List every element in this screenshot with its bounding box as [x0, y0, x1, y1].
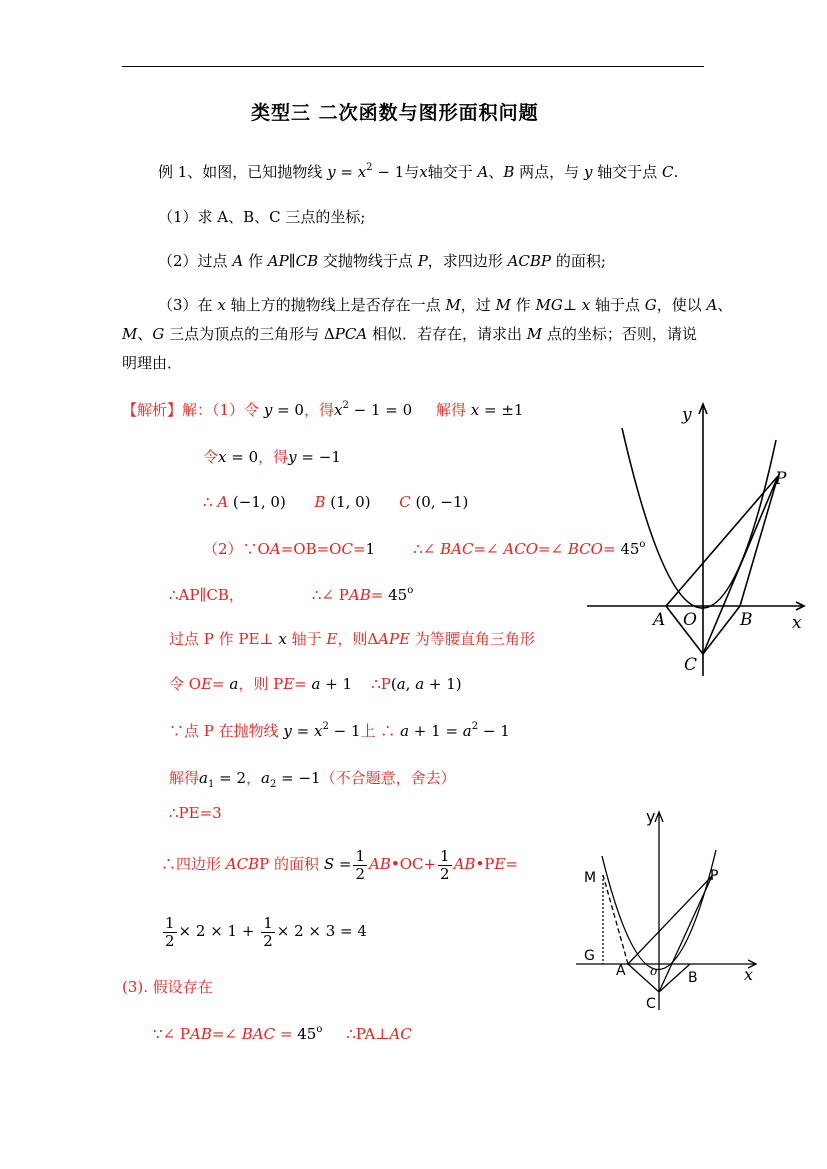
- header-rule: [122, 66, 704, 67]
- problem-intro: 例 1、如图，已知抛物线 $y = x^2 - 1$与x轴交于 A、B 两点，与 y 轴交于点 C.: [158, 162, 679, 181]
- question-3-line2: M、G 三点为顶点的三角形与 ΔPCA 相似．若存在，请求出 M 点的坐标；否则，请说: [122, 325, 697, 343]
- label-y: y: [646, 807, 656, 826]
- label-p: P: [710, 868, 719, 884]
- label-x: x: [792, 613, 802, 633]
- line-ap: [628, 876, 712, 964]
- label-a: A: [653, 610, 666, 630]
- label-o: O: [683, 610, 697, 630]
- solution-let-a: 令 OE= a，则 PE= a + 1 ∴P(a, a + 1): [169, 675, 462, 693]
- question-3-line1: （3）在 x 轴上方的抛物线上是否存在一点 M，过 M 作 MG⊥ x 轴于点 G，使以 A、: [158, 296, 733, 314]
- line-am-dashed: [603, 875, 628, 964]
- solution-pe: 过点 P 作 PE⊥ x 轴于 E，则ΔAPE 为等腰直角三角形: [169, 630, 535, 648]
- page-title: 类型三 二次函数与图形面积问题: [251, 102, 539, 124]
- line-ap: [666, 476, 778, 606]
- question-3-line3: 明理由．: [122, 354, 183, 372]
- solution-line-2: 令x = 0，得y = −1: [203, 448, 341, 466]
- label-x: x: [744, 965, 754, 984]
- solution-part3: (3). 假设存在: [122, 978, 213, 996]
- label-m: M: [584, 870, 597, 886]
- solution-part2: （2）∵OA=OB=OC=1 ∴∠ BAC=∠ ACO=∠ $BCO= 45^o$: [203, 539, 646, 558]
- line-bp: [740, 476, 778, 606]
- solution-roots: 解得$a_1 = 2$，$a_2 = -1$（不合题意，舍去）: [169, 769, 456, 790]
- parabola: [622, 428, 776, 608]
- line-cp: [659, 876, 712, 992]
- label-a: A: [616, 963, 626, 979]
- question-1: （1）求 A、B、C 三点的坐标;: [158, 208, 366, 226]
- solution-area-result: $\frac{1}{2}$ × 2 × 1 + $\frac{1}{2}$ × 2 × 3 = 4: [165, 913, 367, 950]
- solution-line-1: 【解析】解：（1）令 y = 0，得$x^2 - 1 = 0$ 解得 x = ±1: [122, 400, 524, 419]
- label-c: C: [646, 996, 656, 1012]
- figure-2: [570, 800, 770, 1025]
- label-b: B: [740, 610, 753, 630]
- solution-on-parabola: ∵点 P 在抛物线 $y = x^2 - 1$上 ∴ $a + 1 = a^2 - 1$: [169, 721, 510, 740]
- label-y: y: [682, 405, 692, 425]
- label-o: o: [650, 964, 658, 978]
- solution-pe-value: ∴PE=3: [169, 804, 222, 822]
- question-2: （2）过点 A 作 AP∥CB 交抛物线于点 P，求四边形 ACBP 的面积;: [158, 252, 606, 270]
- label-b: B: [688, 970, 698, 986]
- figure-1: [582, 398, 812, 688]
- label-p: P: [775, 469, 787, 489]
- solution-last-line: ∵∠ PAB=∠ BAC = $45^o$ ∴PA⊥AC: [153, 1024, 412, 1043]
- solution-parallel: ∴AP∥CB， ∴∠ $PAB= 45^o$: [169, 585, 414, 604]
- line-bc: [703, 606, 740, 654]
- label-c: C: [684, 655, 698, 675]
- label-g: G: [584, 948, 595, 964]
- solution-points: ∴ A (−1, 0) B (1, 0) C (0, −1): [203, 493, 469, 511]
- solution-area: ∴四边形 ACBP 的面积 S = $\frac{1}{2}$ AB•OC+ $\frac{1}{2}$ AB•PE=: [161, 846, 518, 883]
